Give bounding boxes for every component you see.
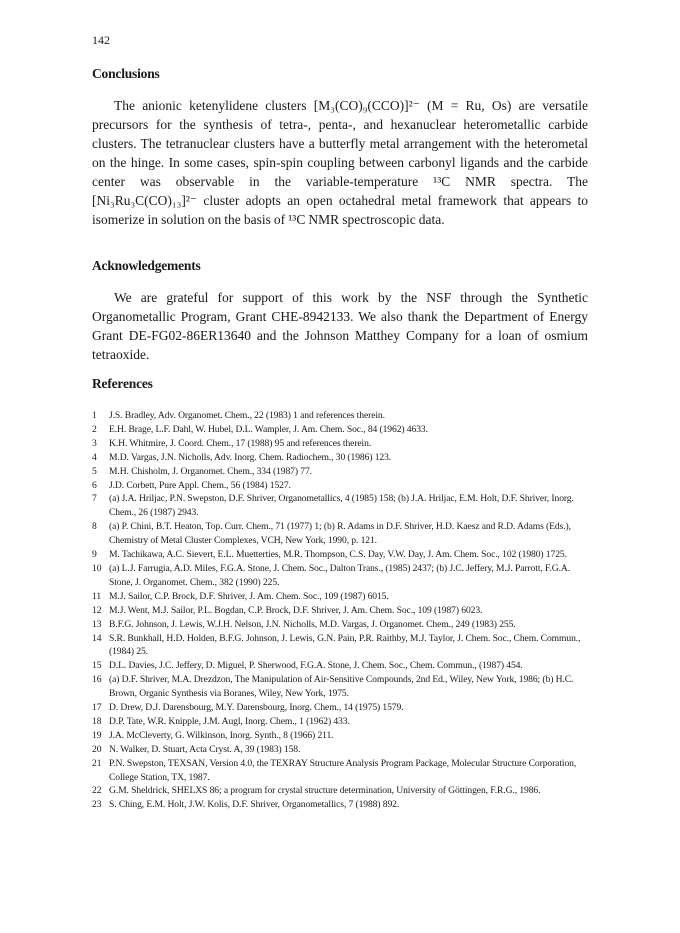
reference-text: M.J. Went, M.J. Sailor, P.L. Bogdan, C.P. Brock, D.F. Shriver, J. Am. Chem. Soc., 109 (1987) 6023. — [109, 604, 483, 616]
reference-number: 22 — [92, 785, 102, 797]
page-number: 142 — [92, 33, 110, 47]
reference-text: B.F.G. Johnson, J. Lewis, W.J.H. Nelson, J.N. Nicholls, M.D. Vargas, J. Organomet. Chem., 249 (1983) 255. — [109, 618, 516, 630]
reference-item — [92, 492, 592, 520]
reference-number: 23 — [92, 799, 102, 811]
reference-text: M.H. Chisholm, J. Organomet. Chem., 334 (1987) 77. — [109, 465, 312, 477]
reference-text: S.R. Bunkhall, H.D. Holden, B.F.G. Johnson, J. Lewis, G.N. Pain, P.R. Raithby, M.J. Taylor, J. Chem. Soc., Chem. Commun., (1984) 25. — [109, 632, 581, 658]
conclusions-heading: Conclusions — [92, 66, 160, 81]
reference-text: M.D. Vargas, J.N. Nicholls, Adv. Inorg. Chem. Radiochem., 30 (1986) 123. — [109, 451, 392, 463]
reference-item — [92, 437, 592, 451]
reference-text: J.A. McCleverty, G. Wilkinson, Inorg. Synth., 8 (1966) 211. — [109, 729, 334, 741]
reference-item — [92, 451, 592, 465]
reference-number: 13 — [92, 618, 102, 630]
reference-number: 21 — [92, 757, 102, 769]
reference-text: E.H. Brage, L.F. Dahl, W. Hubel, D.L. Wampler, J. Am. Chem. Soc., 84 (1962) 4633. — [109, 423, 428, 435]
reference-text: D. Drew, D.J. Darensbourg, M.Y. Darensbourg, Inorg. Chem., 14 (1975) 1579. — [109, 702, 404, 714]
reference-item — [92, 548, 592, 562]
reference-number: 2 — [92, 423, 97, 435]
reference-number: 12 — [92, 604, 102, 616]
reference-number: 17 — [92, 702, 102, 714]
reference-text: D.L. Davies, J.C. Jeffery, D. Miguel, P. Sherwood, F.G.A. Stone, J. Chem. Soc., Chem. Commun., (1987) 454. — [109, 660, 523, 672]
reference-list — [92, 409, 592, 812]
reference-text: J.S. Bradley, Adv. Organomet. Chem., 22 (1983) 1 and references therein. — [109, 410, 385, 421]
reference-text: (a) P. Chini, B.T. Heaton, Top. Curr. Chem., 71 (1977) 1; (b) R. Adams in D.F. Shriver, H.D. Kaesz and R.D. Adams (Eds.), Chemistry of Metal Cluster Complexes, VCH, New York, 1990, p. 121. — [109, 521, 571, 547]
reference-number: 20 — [92, 743, 102, 755]
reference-number: 3 — [92, 437, 97, 449]
reference-text: N. Walker, D. Stuart, Acta Cryst. A, 39 (1983) 158. — [109, 743, 301, 755]
reference-item — [92, 479, 592, 493]
reference-text: M. Tachikawa, A.C. Sievert, E.L. Muetterties, M.R. Thompson, C.S. Day, V.W. Day, J. Am. Chem. Soc., 102 (1980) 1725. — [109, 549, 567, 561]
reference-item — [92, 562, 592, 590]
reference-item — [92, 798, 592, 812]
reference-item — [92, 659, 592, 673]
reference-item — [92, 743, 592, 757]
reference-text: (a) D.F. Shriver, M.A. Drezdzon, The Manipulation of Air-Sensitive Compounds, 2nd Ed., Wiley, New York, 1986; (b) H.C. Brown, Organic Synthesis via Boranes, Wiley, New York, 1975. — [109, 674, 574, 700]
reference-text: (a) J.A. Hriljac, P.N. Swepston, D.F. Shriver, Organometallics, 4 (1985) 158; (b) J.A. Hriljac, E.M. Holt, D.F. Shriver, Inorg. Chem., 26 (1987) 2943. — [109, 493, 574, 519]
reference-item — [92, 409, 592, 423]
reference-number: 8 — [92, 521, 97, 533]
reference-item — [92, 618, 592, 632]
reference-item — [92, 757, 592, 785]
reference-item — [92, 423, 592, 437]
reference-number: 16 — [92, 674, 102, 686]
reference-text: K.H. Whitmire, J. Coord. Chem., 17 (1988) 95 and references therein. — [109, 437, 372, 449]
reference-text: D.P. Tate, W.R. Knipple, J.M. Augl, Inorg. Chem., 1 (1962) 433. — [109, 715, 350, 727]
acknowledgements-heading: Acknowledgements — [92, 258, 201, 273]
reference-text: M.J. Sailor, C.P. Brock, D.F. Shriver, J. Am. Chem. Soc., 109 (1987) 6015. — [109, 590, 389, 602]
reference-number: 5 — [92, 465, 97, 477]
reference-item — [92, 604, 592, 618]
reference-item — [92, 520, 592, 548]
reference-number: 19 — [92, 729, 102, 741]
reference-number: 11 — [92, 590, 102, 602]
acknowledgements-paragraph: We are grateful for support of this work by the NSF through the Synthetic Organometallic Program, Grant CHE-8942133. We also thank the Department of Energy Grant DE-FG02-86ER13640 and the Johnson Matthey Company for a loan of osmium tetraoxide. — [92, 290, 588, 362]
reference-item — [92, 715, 592, 729]
reference-number: 4 — [92, 451, 97, 463]
reference-item — [92, 590, 592, 604]
reference-number: 1 — [92, 410, 97, 421]
reference-number: 15 — [92, 660, 102, 672]
reference-item — [92, 632, 592, 660]
reference-text: G.M. Sheldrick, SHELXS 86; a program for crystal structure determination, University of Göttingen, F.R.G., 1986. — [109, 785, 541, 797]
reference-text: J.D. Corbett, Pure Appl. Chem., 56 (1984) 1527. — [109, 479, 291, 491]
reference-number: 9 — [92, 549, 97, 561]
reference-number: 18 — [92, 715, 102, 727]
reference-item — [92, 784, 592, 798]
conclusions-paragraph: The anionic ketenylidene clusters [M₃(CO)₉(CCO)]²⁻ (M = Ru, Os) are versatile precursors for the synthesis of tetra-, penta-, and hexanuclear heterometallic carbide clusters. The tetranuclear clusters have a butterfly metal arrangement with the heterometal on the hinge. In some cases, spin-spin coupling between carbonyl ligands and the carbide center was observable in the variable-temperature ¹³C NMR spectra. The [Ni₃Ru₃C(CO)₁₃]²⁻ cluster adopts an open octahedral metal framework that appears to isomerize in solution on the basis of ¹³C NMR spectroscopic data. — [92, 98, 588, 227]
reference-item — [92, 729, 592, 743]
reference-number: 10 — [92, 562, 102, 574]
reference-number: 14 — [92, 632, 102, 644]
reference-text: (a) L.J. Farrugia, A.D. Miles, F.G.A. Stone, J. Chem. Soc., Dalton Trans., (1985) 2437; (b) J.C. Jeffery, M.J. Parrott, F.G.A. Stone, J. Organomet. Chem., 382 (1990) 225. — [109, 562, 570, 588]
references-heading: References — [92, 376, 153, 391]
reference-number: 7 — [92, 493, 97, 505]
reference-number: 6 — [92, 479, 97, 491]
reference-item — [92, 465, 592, 479]
reference-item — [92, 673, 592, 701]
reference-item — [92, 701, 592, 715]
reference-text: P.N. Swepston, TEXSAN, Version 4.0, the TEXRAY Structure Analysis Program Package, Molecular Structure Corporation, College Station, TX, 1987. — [109, 757, 577, 783]
reference-text: S. Ching, E.M. Holt, J.W. Kolis, D.F. Shriver, Organometallics, 7 (1988) 892. — [109, 799, 400, 811]
